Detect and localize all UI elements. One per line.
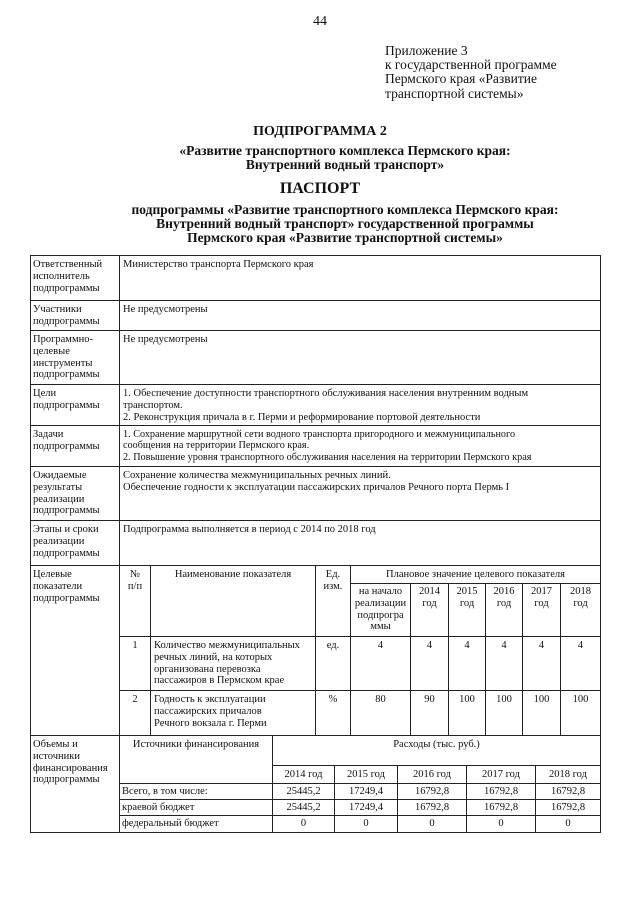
targets-head-year <box>486 586 522 610</box>
finance-year: 2015 год <box>347 769 385 780</box>
target-name <box>154 640 314 687</box>
target-no: 1 <box>132 640 138 651</box>
name-line: речных линий, на которых <box>154 651 273 663</box>
grid-line <box>30 466 601 467</box>
row-value-tasks <box>123 429 599 463</box>
finance-value: 0 <box>429 818 435 829</box>
value-line: Сохранение количества межмуниципальных речных линий. <box>123 470 391 481</box>
finance-head-expenses: Расходы (тыс. руб.) <box>393 739 480 750</box>
row-label-goals <box>33 388 117 412</box>
subprogram-name-line: Внутренний водный транспорт» <box>245 157 445 173</box>
grid-line <box>119 815 600 816</box>
grid-line <box>30 735 601 736</box>
finance-value: 0 <box>498 818 504 829</box>
label-line: подпрограммы <box>33 369 100 381</box>
finance-value: 16792,8 <box>550 786 586 797</box>
label-line: исполнитель <box>33 270 90 282</box>
annex-line: Приложение 3 <box>385 43 468 58</box>
head-line: № <box>129 569 141 580</box>
targets-head-year <box>561 586 600 610</box>
label-line: Этапы и сроки <box>33 524 99 535</box>
grid-line <box>30 330 601 331</box>
target-name <box>154 694 314 729</box>
row-label-stages <box>33 524 117 559</box>
row-label-tasks <box>33 429 117 453</box>
label-line: реализации <box>33 493 85 505</box>
finance-value: 0 <box>363 818 369 829</box>
grid-line <box>30 255 601 256</box>
targets-head-unit <box>316 569 350 593</box>
label-line: подпрограммы <box>33 315 100 327</box>
annex-note <box>385 44 615 101</box>
name-line: пассажиров в Пермском крае <box>154 675 285 687</box>
target-value: 4 <box>577 640 584 651</box>
subprogram-name-line: «Развитие транспортного комплекса Пермского края: <box>179 143 511 158</box>
label-line: подпрограммы <box>33 440 100 452</box>
grid-line <box>119 636 600 637</box>
label-line: подпрограммы <box>33 547 100 559</box>
grid-line <box>150 565 151 735</box>
finance-value: 17249,4 <box>348 802 384 813</box>
name-line: пассажирских причалов <box>154 705 262 717</box>
passport-name-line: Внутренний водный транспорт» государственной программы <box>156 216 534 232</box>
value-line: транспортом. <box>123 399 183 411</box>
value-line: 2. Повышение уровня транспортного обслуживания населения на территории Пермского края <box>123 451 532 463</box>
head-line: Ед. <box>325 569 341 580</box>
row-value-results <box>123 470 599 494</box>
finance-value: 25445,2 <box>286 802 321 813</box>
target-value: 100 <box>533 694 550 705</box>
value-line: 2. Реконструкция причала в г. Перми и реформирование портовой деятельности <box>123 411 481 423</box>
grid-line <box>30 425 601 426</box>
targets-head-year <box>449 586 485 610</box>
head-line: 2018 <box>570 586 591 597</box>
grid-line <box>350 583 600 584</box>
target-value: 100 <box>496 694 512 705</box>
targets-head-no <box>120 569 150 593</box>
finance-value: 17249,4 <box>348 786 384 797</box>
value-line: сообщения на территории Пермского края. <box>123 440 310 452</box>
finance-value: 16792,8 <box>483 786 519 797</box>
grid-line <box>272 765 600 766</box>
target-unit: % <box>328 694 338 705</box>
head-line: год <box>422 597 437 609</box>
target-value: 90 <box>424 694 435 705</box>
row-label-participants <box>33 304 117 328</box>
grid-line <box>119 783 600 784</box>
row-value-executor: Министерство транспорта Пермского края <box>123 259 314 270</box>
label-line: Цели <box>33 388 57 399</box>
head-line: ммы <box>370 621 391 633</box>
target-unit: ед. <box>326 640 340 651</box>
head-line: 2014 <box>419 586 440 597</box>
row-label-results <box>33 470 117 517</box>
label-line: Участники <box>33 304 82 315</box>
head-line: 2016 <box>493 586 515 597</box>
value-line: 1. Обеспечение доступности транспортного обслуживания населения внутренним водным <box>123 388 529 399</box>
page-number: 44 <box>313 14 327 29</box>
finance-year: 2017 год <box>482 769 520 780</box>
target-value: 4 <box>538 640 545 651</box>
head-line: год <box>496 597 512 609</box>
label-line: показатели <box>33 580 83 592</box>
label-line: подпрограммы <box>33 774 100 786</box>
head-line: год <box>459 597 475 609</box>
label-line: Ожидаемые <box>33 470 87 481</box>
finance-year: 2018 год <box>549 769 587 780</box>
head-line: год <box>573 597 588 609</box>
row-value-stages: Подпрограмма выполняется в период с 2014 по 2018 год <box>123 524 376 535</box>
value-line: 1. Сохранение маршрутной сети водного транспорта пригородного и межмуниципального <box>123 429 516 440</box>
passport-heading: ПАСПОРТ <box>279 180 361 197</box>
subprogram-name <box>60 144 630 172</box>
target-value: 4 <box>501 640 507 651</box>
label-line: результаты <box>33 481 83 493</box>
row-label-targets <box>33 569 117 604</box>
target-value: 4 <box>464 640 470 651</box>
annex-line: Пермского края «Развитие <box>385 71 537 87</box>
targets-head-name: Наименование показателя <box>174 569 292 580</box>
passport-name-line: Пермского края «Развитие транспортной системы» <box>187 230 503 246</box>
finance-value: 0 <box>300 818 307 829</box>
finance-year: 2014 год <box>284 769 323 780</box>
finance-source: федеральный бюджет <box>122 818 219 829</box>
label-line: подпрограммы <box>33 282 100 294</box>
target-value: 4 <box>377 640 384 651</box>
label-line: источники <box>33 750 80 762</box>
annex-line: к государственной программе <box>385 57 557 73</box>
label-line: Целевые <box>33 569 72 580</box>
passport-name <box>50 203 640 246</box>
grid-line <box>30 255 31 832</box>
head-line: 2015 <box>456 586 478 597</box>
annex-line: транспортной системы» <box>385 85 524 101</box>
finance-value: 16792,8 <box>550 802 586 813</box>
finance-value: 16792,8 <box>414 802 450 813</box>
label-line: Объемы и <box>33 739 78 750</box>
grid-line <box>119 799 600 800</box>
row-label-finance <box>33 739 117 786</box>
name-line: организована перевозка <box>154 663 261 675</box>
finance-head-source: Источники финансирования <box>132 739 260 750</box>
grid-line <box>30 520 601 521</box>
row-label-instruments <box>33 334 117 381</box>
targets-head-year <box>523 586 560 610</box>
label-line: Программно- <box>33 334 93 345</box>
targets-head-year <box>411 586 448 610</box>
grid-line <box>30 832 601 833</box>
row-value-participants: Не предусмотрены <box>123 304 208 315</box>
grid-line <box>30 384 601 385</box>
row-value-instruments: Не предусмотрены <box>123 334 208 345</box>
name-line: Речного вокзала г. Перми <box>154 717 267 729</box>
finance-year: 2016 год <box>413 769 451 780</box>
label-line: финансирования <box>33 762 108 774</box>
label-line: реализации <box>33 535 85 547</box>
row-label-executor <box>33 259 117 294</box>
head-line: 2017 <box>531 586 552 597</box>
head-line: п/п <box>127 580 143 592</box>
targets-head-plan: Плановое значение целевого показателя <box>386 569 565 580</box>
value-line: Обеспечение годности к эксплуатации пассажирских причалов Речного порта Пермь I <box>123 481 510 493</box>
passport-name-line: подпрограммы «Развитие транспортного комплекса Пермского края: <box>131 202 559 217</box>
target-value: 80 <box>375 694 386 705</box>
target-value: 100 <box>572 694 589 705</box>
label-line: инструменты <box>33 357 93 369</box>
name-line: Годность к эксплуатации <box>154 694 266 705</box>
head-line: изм. <box>323 580 343 592</box>
target-value: 4 <box>426 640 433 651</box>
grid-line <box>30 300 601 301</box>
head-line: год <box>534 597 549 609</box>
grid-line <box>600 255 601 832</box>
grid-line <box>119 690 600 691</box>
name-line: Количество межмуниципальных <box>154 640 300 651</box>
finance-value: 16792,8 <box>483 802 519 813</box>
head-line: подпрогра <box>357 609 404 621</box>
target-value: 100 <box>459 694 475 705</box>
label-line: подпрограммы <box>33 505 100 517</box>
finance-value: 0 <box>565 818 571 829</box>
finance-value: 16792,8 <box>414 786 450 797</box>
head-line: реализации <box>354 597 407 609</box>
finance-value: 25445,2 <box>286 786 321 797</box>
label-line: подпрограммы <box>33 399 100 411</box>
finance-source: краевой бюджет <box>122 802 195 813</box>
label-line: целевые <box>33 345 70 357</box>
label-line: Задачи <box>33 429 64 440</box>
label-line: Ответственный <box>33 259 103 270</box>
target-no: 2 <box>132 694 138 705</box>
row-value-goals <box>123 388 599 423</box>
label-line: подпрограммы <box>33 592 100 604</box>
head-line: на начало <box>358 586 403 597</box>
targets-head-start <box>351 586 410 633</box>
subprogram-heading: ПОДПРОГРАММА 2 <box>253 124 387 139</box>
finance-source: Всего, в том числе: <box>122 786 208 797</box>
